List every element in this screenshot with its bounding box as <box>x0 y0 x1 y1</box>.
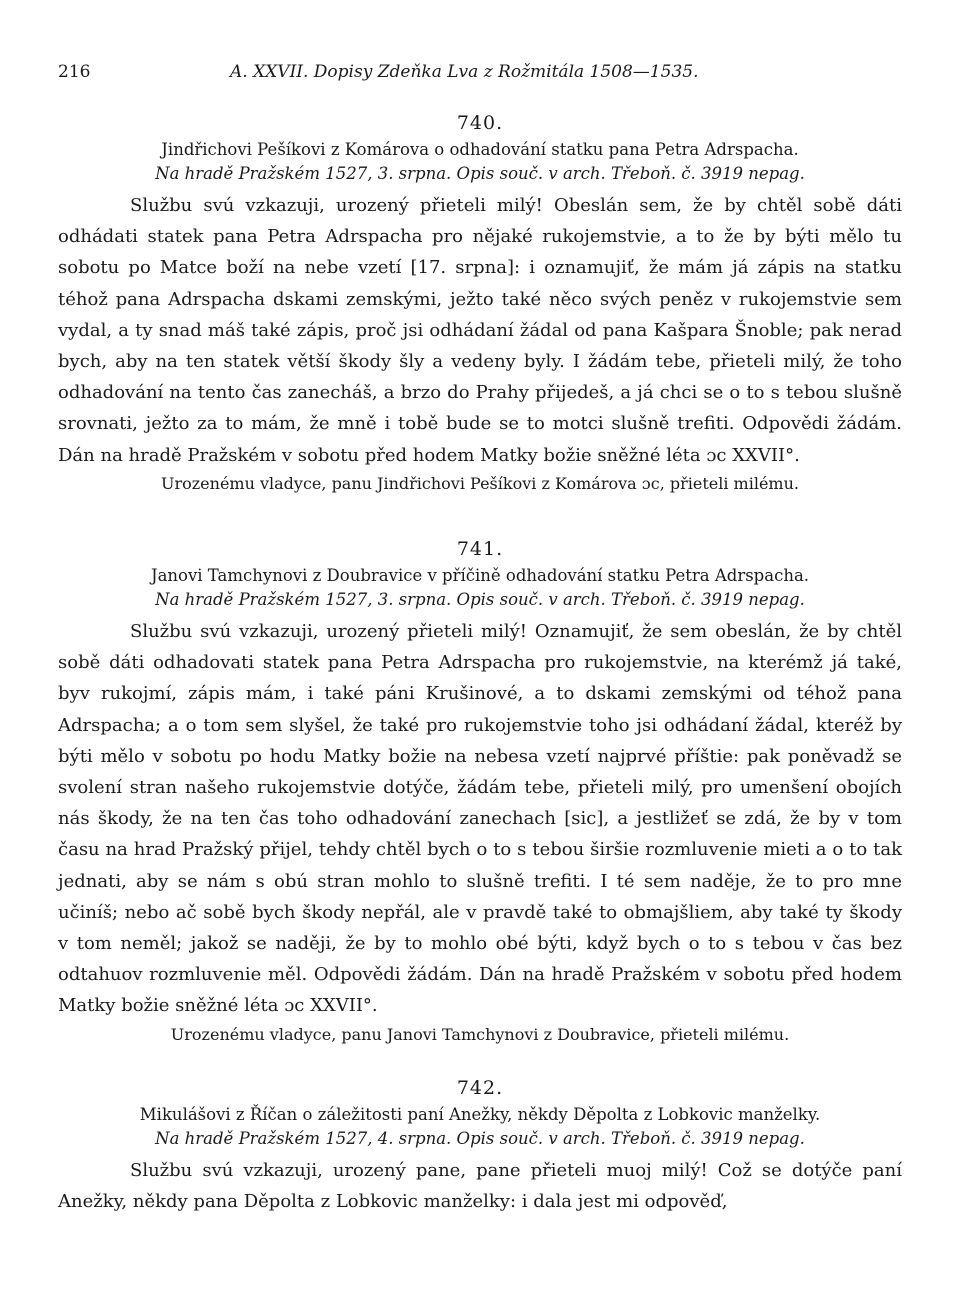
document-number: 742. <box>456 1077 504 1099</box>
page-number: 216 <box>58 62 91 82</box>
document-heading: Janovi Tamchynovi z Doubravice v příčině odhadování statku Petra Adrspacha. <box>150 566 810 585</box>
running-head <box>58 62 902 84</box>
running-title: A. XXVII. Dopisy Zdeňka Lva z Rožmitála 1508—1535. <box>230 62 699 82</box>
document-742 <box>58 1077 902 1217</box>
document-address: Urozenému vladyce, panu Jindřichovi Pešíkovi z Komárova ɔc, přieteli milému. <box>160 473 799 493</box>
document-number: 740. <box>456 112 504 134</box>
document-body: Službu svú vzkazuji, urozený přieteli milý! Oznamujiť, že sem obeslán, že by chtěl sobě dáti odhadovati statek pana Petra Adrspacha pro rukojemstvie, na kterémž já také, byv rukojmí, zápis mám, i také páni Krušinové, a to dskami zemskými od téhož pana Adrspacha; a o tom sem slyšel, že také pro rukojemstvie toho jsi odhádaní žádal, kteréž by býti mělo v sobotu po hodu Matky božie na nebesa vzetí najprvé příštie: pak poněvadž se svolení stran našeho rukojemstvie dotýče, žádám tebe, přieteli milý, pro umenšení obojích nás škody, že na ten čas toho odhadování zanechach [sic], a jestližeť se zdá, že by v tom času na hrad Pražský přijel, tehdy chtěl bych o to s tebou širšie rozmluvenie mieti a o to tak jednati, aby se nám s obú stran mohlo to slušně trefiti. I té sem naděje, že to pro mne učiníš; nebo ač sobě bych škody nepřál, ale v pravdě také to obmajšliem, aby také ty škody v tom neměl; jakož se naději, že by to mohlo obé býti, když bych o to s tebou v čas bez odtahuov rozmluvenie měl. Odpovědi žádám. Dán na hradě Pražském v sobotu před hodem Matky božie sněžné léta ɔc XXVII°. <box>58 621 902 1017</box>
document-heading: Mikulášovi z Říčan o záležitosti paní Anežky, někdy Děpolta z Lobkovic manželky. <box>139 1105 821 1124</box>
document-741 <box>58 538 902 1047</box>
document-address: Urozenému vladyce, panu Janovi Tamchynovi z Doubravice, přieteli milému. <box>170 1024 790 1044</box>
document-source: Na hradě Pražském 1527, 3. srpna. Opis souč. v arch. Třeboň. č. 3919 nepag. <box>155 164 805 183</box>
document-number: 741. <box>456 538 504 560</box>
document-740 <box>58 112 902 496</box>
document-source: Na hradě Pražském 1527, 3. srpna. Opis souč. v arch. Třeboň. č. 3919 nepag. <box>155 590 805 609</box>
document-body: Službu svú vzkazuji, urozený přieteli milý! Obeslán sem, že by chtěl sobě dáti odhádati statek pana Petra Adrspacha pro nějaké rukojemstvie, a to že by býti mělo tu sobotu po Matce boží na nebe vzetí [17. srpna]: i oznamujiť, že mám já zápis na statku téhož pana Adrspacha dskami zemskými, ježto také něco svých peněz v rukojemstvie sem vydal, a ty snad máš také zápis, proč jsi odhádaní žádal od pana Kašpara Šnoble; pak nerad bych, aby na ten statek větší škody šly a vedeny byly. I žádám tebe, přieteli milý, že toho odhadování na tento čas zanecháš, a brzo do Prahy přijedeš, a já chci se o to s tebou slušně srovnati, ježto za to mám, že mně i tobě bude se to motci slušně trefiti. Odpovědi žádám. Dán na hradě Pražském v sobotu před hodem Matky božie sněžné léta ɔc XXVII°. <box>58 195 902 466</box>
document-heading: Jindřichovi Pešíkovi z Komárova o odhadování statku pana Petra Adrspacha. <box>161 140 799 159</box>
document-body: Službu svú vzkazuji, urozený pane, pane přieteli muoj milý! Což se dotýče paní Anežky, někdy pana Děpolta z Lobkovic manželky: i dala jest mi odpověď, <box>58 1160 902 1213</box>
document-source: Na hradě Pražském 1527, 4. srpna. Opis souč. v arch. Třeboň. č. 3919 nepag. <box>155 1129 805 1148</box>
